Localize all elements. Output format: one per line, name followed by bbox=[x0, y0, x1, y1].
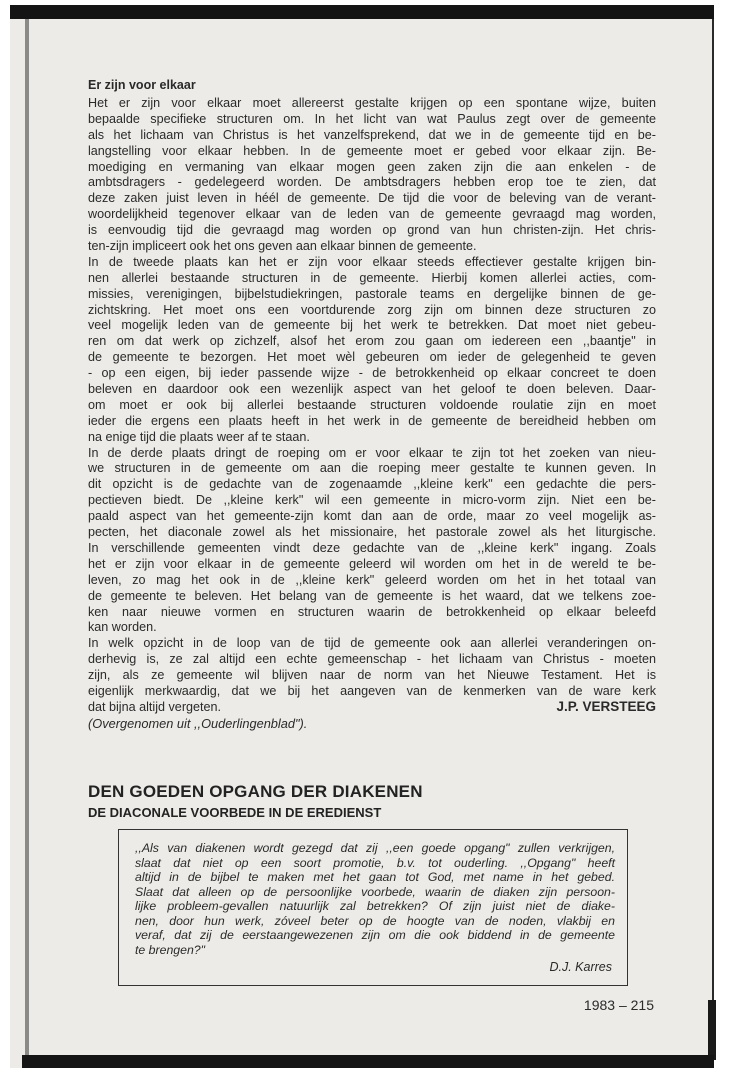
text-line: In welk opzicht in de loop van de tijd de gemeente ook aan allerlei veranderingen on- bbox=[88, 636, 656, 651]
quote-text bbox=[135, 841, 615, 957]
scan-bottom-border bbox=[22, 1055, 714, 1068]
text-line: om moet er ook bij allerlei bestaande structuren voldoende roulatie zijn en moet bbox=[88, 397, 656, 412]
text-line: ten-zijn impliceert ook het ons geven aan elkaar binnen de gemeente. bbox=[88, 239, 477, 254]
text-line: de gemeente te bezorgen. Het moet wèl gebeuren om ieder de gelegenheid te geven bbox=[88, 350, 656, 365]
text-line: zichtskring. Het moet ons een voortdurende zorg zijn om binnen deze structuren zo bbox=[88, 302, 656, 317]
page-number: 1983 – 215 bbox=[583, 997, 654, 1013]
text-line: leven, zo mag het ook in de ,,kleine kerk" geleerd worden om het in het totaal van bbox=[88, 572, 656, 587]
text-line: woordelijkheid tegenover elkaar van de leden van de gemeente gevraagd mag worden, bbox=[88, 207, 656, 222]
quote-author: D.J. Karres bbox=[549, 960, 612, 974]
quote-line: veraf, dat zij de eerstaangewezenen zijn om die ook biddend in de gemeente bbox=[135, 928, 615, 942]
text-line: ren om dat werk op zichzelf, alsof het erom zou gaan om iedereen een ,,baantje" in bbox=[88, 334, 656, 349]
text-line: Het er zijn voor elkaar moet allereerst gestalte krijgen op een spontane wijze, buiten bbox=[88, 96, 656, 110]
text-line: pecten, het diaconale zowel als het missionaire, het pastorale zowel als het liturgische. bbox=[88, 525, 656, 540]
quote-line: Slaat dat alleen op de persoonlijke voorbede, waarin de diaken zijn persoon- bbox=[135, 884, 615, 899]
text-line: dat bijna altijd vergeten. bbox=[88, 699, 222, 714]
text-line: paald aspect van het gemeente-zijn komt dan aan de orde, maar zo veel mogelijk as- bbox=[88, 509, 656, 524]
text-line: eigenlijk merkwaardig, dat we bij het aangeven van de kenmerken van de ware kerk bbox=[88, 683, 656, 698]
section-heading: Er zijn voor elkaar bbox=[88, 78, 196, 92]
article-body bbox=[88, 96, 656, 716]
article-source: (Overgenomen uit ,,Ouderlingenblad"). bbox=[88, 716, 308, 731]
text-line: nen allerlei bestaande structuren in de gemeente. Hierbij komen allerlei acties, com- bbox=[88, 270, 656, 285]
text-line: ieder die ergens een plaats heeft in het werk in de gemeente de bereidheid hebben om bbox=[88, 413, 656, 428]
text-line: deze zaken juist leven in héél de gemeente. De tijd die voor de beleving van de verant- bbox=[88, 191, 656, 206]
text-line: In de tweede plaats kan het er zijn voor elkaar steeds effectiever gestalte krijgen bin- bbox=[88, 254, 656, 269]
text-line: In verschillende gemeenten vindt deze gedachte van de ,,kleine kerk" ingang. Zoals bbox=[88, 540, 656, 555]
scan-right-edge bbox=[712, 19, 714, 1059]
quote-line: nen, door hun werk, zóveel beter op de hoogte van de noden, vlakbij en bbox=[135, 913, 615, 928]
text-line: ambtsdragers - gedelegeerd worden. De ambtsdragers hebben erop toe te zien, dat bbox=[88, 175, 656, 190]
paragraph bbox=[88, 96, 656, 255]
text-line: In de derde plaats dringt de roeping om er voor elkaar te zijn tot het zoeken van nieu- bbox=[88, 445, 656, 460]
text-line: langstelling voor elkaar hebben. In de gemeente moet er gebed voor elkaar zijn. Be- bbox=[88, 143, 656, 158]
quote-line: altijd in de bijbel te maken met het gaan tot God, met name in het gebed. bbox=[135, 870, 615, 884]
text-line: pectieven biedt. De ,,kleine kerk" wil een gemeente in micro-vorm zijn. Niet een be- bbox=[88, 493, 656, 508]
quote-line: lijke probleem-gevallen natuurlijk zal betrekken? Of zijn juist niet de diake- bbox=[135, 899, 615, 913]
text-line: is eenvoudig tijd die gevraagd mag worden op grond van hun christen-zijn. Het chris- bbox=[88, 223, 656, 238]
text-line: ken naar nieuwe vormen en structuren waarin de betrokkenheid op elkaar beleefd bbox=[88, 604, 656, 619]
text-line: bepaalde specifieke structuren om. In het licht van wat Paulus zegt over de gemeente bbox=[88, 111, 656, 126]
text-line: veel mogelijk leden van de gemeente bij het werk te betrekken. Dat moet niet gebeu- bbox=[88, 318, 656, 333]
quote-line: ,,Als van diakenen wordt gezegd dat zij ,,een goede opgang" zullen verkrijgen, bbox=[135, 841, 615, 855]
text-line: het er zijn voor elkaar in de gemeente geleerd wil worden om het in de wereld te be- bbox=[88, 556, 656, 571]
text-line: dit opzicht is de gedachte van de zogenaamde ,,kleine kerk" een gedachte die pers- bbox=[88, 477, 656, 492]
text-line: na enige tijd die plaats weer af te staan. bbox=[88, 429, 310, 444]
text-line: - op een eigen, bij ieder passende wijze - de betrokkenheid op elkaar concreet te doen bbox=[88, 366, 656, 381]
text-line: beleven en daardoor ook een wezenlijk aspect van het geloof te doen beleven. Daar- bbox=[88, 382, 656, 397]
scan-corner-shadow bbox=[708, 1000, 716, 1060]
text-line: missies, verenigingen, bijbelstudiekringen, pastorale teams en dergelijke binnen de ge- bbox=[88, 286, 656, 301]
article-title: DEN GOEDEN OPGANG DER DIAKENEN bbox=[88, 782, 423, 801]
quote-line: te brengen?" bbox=[135, 942, 206, 957]
paragraph bbox=[88, 255, 656, 446]
text-line: als het lichaam van Christus is het vanzelfsprekend, dat we in de gemeente tijd en be- bbox=[88, 127, 656, 142]
quote-line: slaat dat niet op een soort promotie, b.v. tot ouderling. ,,Opgang" heeft bbox=[135, 855, 615, 870]
article-subtitle: DE DIACONALE VOORBEDE IN DE EREDIENST bbox=[88, 805, 382, 820]
text-line: kan worden. bbox=[88, 620, 157, 635]
text-line: moediging en vermaning van elkaar mogen geen zaken zijn die aan enkelen - de bbox=[88, 159, 656, 174]
text-line: de gemeente te beleven. Het belang van de gemeente is het waard, dat we telkens zoe- bbox=[88, 588, 656, 603]
scan-left-edge bbox=[25, 19, 29, 1059]
text-line: derhevig is, ze zal altijd een echte gemeenschap - het lichaam van Christus - moeten bbox=[88, 652, 656, 667]
article-author: J.P. VERSTEEG bbox=[556, 699, 656, 714]
scan-top-border bbox=[10, 5, 714, 19]
text-line: we structuren in de gemeente om aan die roeping meer gestalte te kunnen geven. In bbox=[88, 461, 656, 476]
text-line: zijn, als ze gemeente wil blijven naar de norm van het Nieuwe Testament. Het is bbox=[88, 668, 656, 683]
paragraph bbox=[88, 446, 656, 637]
